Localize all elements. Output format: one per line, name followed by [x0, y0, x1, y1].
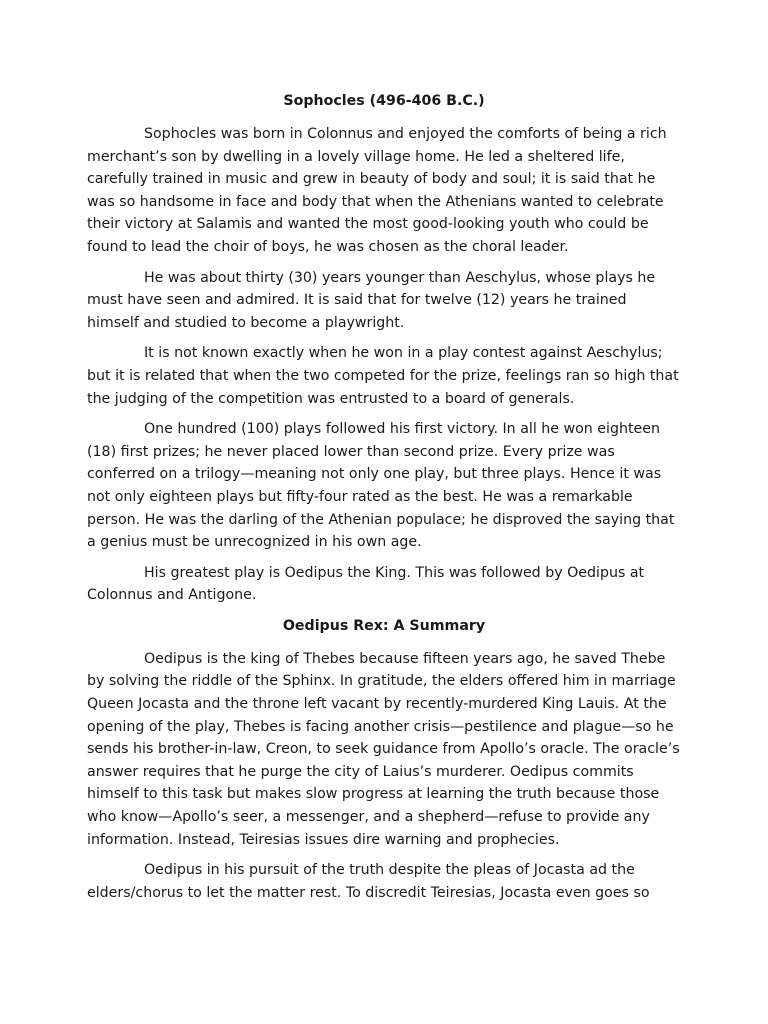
document-body [87, 90, 681, 912]
paragraph-birth: Sophocles was born in Colonnus and enjoyed the comforts of being a rich merchant’s son by dwelling in a lovely village home. He led a sheltered life, carefully trained in music and grew in beauty of body and soul; it is said that he was so handsome in face and body that when the Athenians wanted to celebrate their victory at Salamis and wanted the most good-looking youth who could be found to lead the choir of boys, he was chosen as the choral leader. [87, 126, 667, 255]
heading-sophocles: Sophocles (496-406 B.C.) [283, 93, 485, 109]
paragraph-pursuit: Oedipus in his pursuit of the truth despite the pleas of Jocasta ad the elders/chorus to let the matter rest. To discredit Teiresias, Jocasta even goes so [87, 862, 650, 901]
paragraph-aeschylus: He was about thirty (30) years younger than Aeschylus, whose plays he must have seen and admired. It is said that for twelve (12) years he trained himself and studied to become a playwright. [87, 269, 656, 331]
paragraph-greatest-play: His greatest play is Oedipus the King. This was followed by Oedipus at Colonnus and Antigone. [87, 564, 645, 604]
heading-oedipus-summary: Oedipus Rex: A Summary [282, 617, 486, 634]
paragraph-summary: Oedipus is the king of Thebes because fifteen years ago, he saved Thebe by solving the riddle of the Sphinx. In gratitude, the elders offered him in marriage Queen Jocasta and the throne left vacant by recently-murdered King Lauis. At the opening of the play, Thebes is facing another crisis—pestilence and plague—so he sends his brother-in-law, Creon, to seek guidance from Apollo’s oracle. The oracle’s answer requires that he purge the city of Laius’s murderer. Oedipus commits himself to this task but makes slow progress at learning the truth because those who know—Apollo’s seer, a messenger, and a shepherd—refuse to provide any information. Instead, Teiresias issues dire warning and prophecies. [87, 650, 680, 848]
paragraph-contest: It is not known exactly when he won in a play contest against Aeschylus; but it is related that when the two competed for the prize, feelings ran so high that the judging of the competition was entrusted to a board of generals. [87, 345, 679, 407]
paragraph-prizes: One hundred (100) plays followed his first victory. In all he won eighteen (18) first prizes; he never placed lower than second prize. Every prize was conferred on a trilogy—meaning not only one play, but three plays. Hence it was not only eighteen plays but fifty-four rated as the best. He was a remarkable person. He was the darling of the Athenian populace; he disproved the saying that a genius must be unrecognized in his own age. [87, 421, 675, 551]
